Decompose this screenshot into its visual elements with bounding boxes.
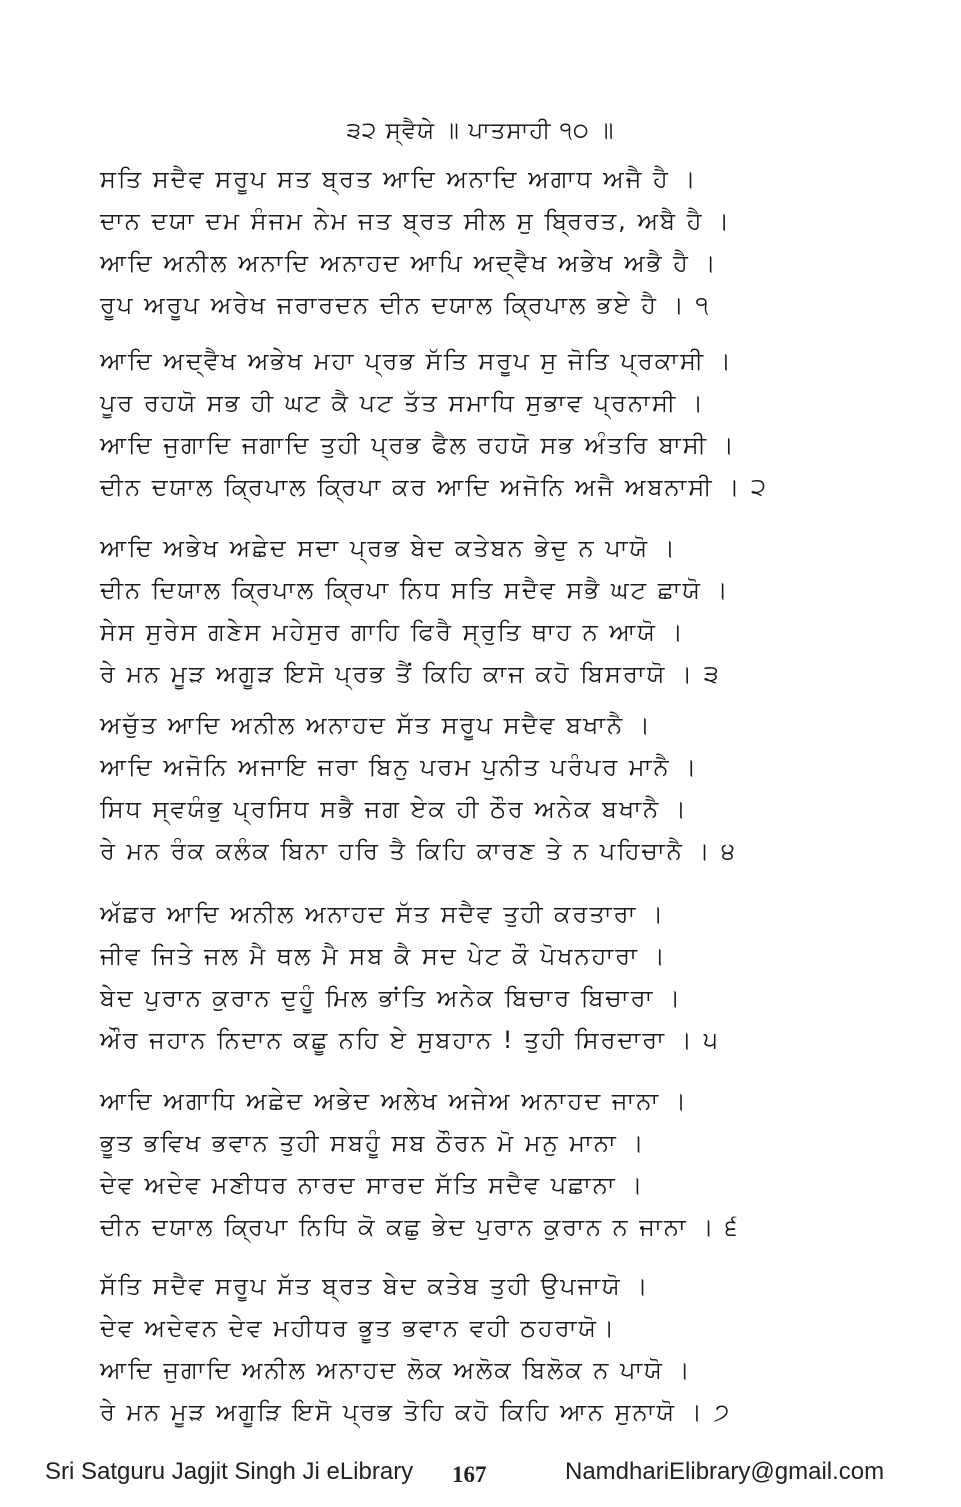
verse-line: ਦਾਨ ਦਯਾ ਦਮ ਸੰਜਮ ਨੇਮ ਜਤ ਬ੍ਰਤ ਸੀਲ ਸੁ ਬ੍ਰਿਰਤ, ਅਬੈ ਹੈ । <box>100 207 732 235</box>
verse-line: ਰੂਪ ਅਰੂਪ ਅਰੇਖ ਜਰਾਰਦਨ ਦੀਨ ਦਯਾਲ ਕ੍ਰਿਪਾਲ ਭਏ ਹੈ । ੧ <box>100 291 711 319</box>
verse-line: ਆਦਿ ਅਨੀਲ ਅਨਾਦਿ ਅਨਾਹਦ ਆਪਿ ਅਦ੍ਵੈਖ ਅਭੇਖ ਅਭੈ ਹੈ । <box>100 249 718 277</box>
stanza-7 <box>100 1265 800 1433</box>
verse-line: ਸੱਤਿ ਸਦੈਵ ਸਰੂਪ ਸੱਤ ਬ੍ਰਤ ਬੇਦ ਕਤੇਬ ਤੁਹੀ ਉਪਜਾਯੋ । <box>100 1272 650 1300</box>
page-title: ੩੨ ਸ੍ਵੈਯੇ ॥ ਪਾਤਸਾਹੀ ੧੦ ॥ <box>346 118 615 144</box>
verse-line: ਸਿਧ ਸ੍ਵਯੰਭੁ ਪ੍ਰਸਿਧ ਸਭੈ ਜਗ ਏਕ ਹੀ ਠੌਰ ਅਨੇਕ ਬਖਾਨੈ । <box>100 795 688 823</box>
page-number: 167 <box>452 1462 487 1487</box>
stanza-4 <box>100 704 800 872</box>
verse-line: ਆਦਿ ਅਦ੍ਵੈਖ ਅਭੇਖ ਮਹਾ ਪ੍ਰਭ ਸੱਤਿ ਸਰੂਪ ਸੁ ਜੋਤਿ ਪ੍ਰਕਾਸੀ । <box>100 347 733 375</box>
verse-line: ਦੇਵ ਅਦੇਵ ਮਣੀਧਰ ਨਾਰਦ ਸਾਰਦ ਸੱਤਿ ਸਦੈਵ ਪਛਾਨਾ । <box>100 1171 645 1199</box>
verse-line: ਦੀਨ ਦਯਾਲ ਕ੍ਰਿਪਾ ਨਿਧਿ ਕੋ ਕਛੁ ਭੇਦ ਪੁਰਾਨ ਕੁਰਾਨ ਨ ਜਾਨਾ । ੬ <box>100 1213 740 1241</box>
stanza-3 <box>100 527 800 695</box>
stanza-5 <box>100 893 800 1061</box>
verse-line: ਸੇਸ ਸੁਰੇਸ ਗਣੇਸ ਮਹੇਸੁਰ ਗਾਹਿ ਫਿਰੈ ਸ੍ਰੁਤਿ ਥਾਹ ਨ ਆਯੋ । <box>100 618 685 646</box>
verse-line: ਪੂਰ ਰਹਯੋ ਸਭ ਹੀ ਘਟ ਕੈ ਪਟ ਤੱਤ ਸਮਾਧਿ ਸੁਭਾਵ ਪ੍ਰਨਾਸੀ । <box>100 389 706 417</box>
stanza-2 <box>100 340 800 508</box>
verse-line: ਰੇ ਮਨ ਰੰਕ ਕਲੰਕ ਬਿਨਾ ਹਰਿ ਤੈ ਕਿਹਿ ਕਾਰਣ ਤੇ ਨ ਪਹਿਚਾਨੈ । ੪ <box>100 837 737 865</box>
verse-line: ਔਰ ਜਹਾਨ ਨਿਦਾਨ ਕਛੂ ਨਹਿ ਏ ਸੁਬਹਾਨ ! ਤੁਹੀ ਸਿਰਦਾਰਾ । ੫ <box>100 1026 720 1054</box>
stanza-6 <box>100 1080 800 1248</box>
verse-line: ਭੂਤ ਭਵਿਖ ਭਵਾਨ ਤੁਹੀ ਸਬਹੂੰ ਸਬ ਠੌਰਨ ਮੋ ਮਨੁ ਮਾਨਾ । <box>100 1129 646 1157</box>
verse-line: ਸਤਿ ਸਦੈਵ ਸਰੂਪ ਸਤ ਬ੍ਰਤ ਆਦਿ ਅਨਾਦਿ ਅਗਾਧ ਅਜੈ ਹੈ । <box>100 165 698 193</box>
verse-line: ਆਦਿ ਜੁਗਾਦਿ ਜਗਾਦਿ ਤੁਹੀ ਪ੍ਰਭ ਫੈਲ ਰਹਯੋ ਸਭ ਅੰਤਰਿ ਬਾਸੀ । <box>100 431 736 459</box>
verse-line: ਆਦਿ ਅਭੇਖ ਅਛੇਦ ਸਦਾ ਪ੍ਰਭ ਬੇਦ ਕਤੇਬਨ ਭੇਦੁ ਨ ਪਾਯੋ । <box>100 534 677 562</box>
verse-line: ਬੇਦ ਪੁਰਾਨ ਕੁਰਾਨ ਦੁਹੂੰ ਮਿਲ ਭਾਂਤਿ ਅਨੇਕ ਬਿਚਾਰ ਬਿਚਾਰਾ । <box>100 984 683 1012</box>
verse-line: ਆਦਿ ਜੁਗਾਦਿ ਅਨੀਲ ਅਨਾਹਦ ਲੋਕ ਅਲੋਕ ਬਿਲੋਕ ਨ ਪਾਯੋ । <box>100 1356 692 1384</box>
footer-library-name: Sri Satguru Jagjit Singh Ji eLibrary <box>45 1458 414 1485</box>
verse-line: ਅਚੁੱਤ ਆਦਿ ਅਨੀਲ ਅਨਾਹਦ ਸੱਤ ਸਰੂਪ ਸਦੈਵ ਬਖਾਨੈ । <box>100 711 652 739</box>
verse-line: ਆਦਿ ਅਜੋਨਿ ਅਜਾਇ ਜਰਾ ਬਿਨੁ ਪਰਮ ਪੁਨੀਤ ਪਰੰਪਰ ਮਾਨੈ । <box>100 753 699 781</box>
verse-line: ਰੇ ਮਨ ਮੂੜ ਅਗੂੜਿ ਇਸੋ ਪ੍ਰਭ ਤੋਹਿ ਕਹੋ ਕਿਹਿ ਆਨ ਸੁਨਾਯੋ । ੭ <box>100 1398 732 1426</box>
verse-line: ਰੇ ਮਨ ਮੂੜ ਅਗੂੜ ਇਸੋ ਪ੍ਰਭ ਤੈਂ ਕਿਹਿ ਕਾਜ ਕਹੋ ਬਿਸਰਾਯੋ । ੩ <box>100 660 721 688</box>
verse-line: ਆਦਿ ਅਗਾਧਿ ਅਛੇਦ ਅਭੇਦ ਅਲੇਖ ਅਜੇਅ ਅਨਾਹਦ ਜਾਨਾ । <box>100 1087 689 1115</box>
verse-line: ਦੀਨ ਦਯਾਲ ਕ੍ਰਿਪਾਲ ਕ੍ਰਿਪਾ ਕਰ ਆਦਿ ਅਜੋਨਿ ਅਜੈ ਅਬਨਾਸੀ । ੨ <box>100 473 768 501</box>
verse-line: ਦੀਨ ਦਿਯਾਲ ਕ੍ਰਿਪਾਲ ਕ੍ਰਿਪਾ ਨਿਧ ਸਤਿ ਸਦੈਵ ਸਭੈ ਘਟ ਛਾਯੋ । <box>100 576 730 604</box>
footer-email: NamdhariElibrary@gmail.com <box>565 1458 885 1485</box>
verse-line: ਦੇਵ ਅਦੇਵਨ ਦੇਵ ਮਹੀਧਰ ਭੂਤ ਭਵਾਨ ਵਹੀ ਠਹਰਾਯੋ। <box>100 1314 617 1342</box>
verse-line: ਅੱਛਰ ਆਦਿ ਅਨੀਲ ਅਨਾਹਦ ਸੱਤ ਸਦੈਵ ਤੁਹੀ ਕਰਤਾਰਾ । <box>100 900 666 928</box>
stanza-1 <box>100 158 800 326</box>
verse-line: ਜੀਵ ਜਿਤੇ ਜਲ ਮੈ ਥਲ ਮੈ ਸਬ ਕੈ ਸਦ ਪੇਟ ਕੌ ਪੋਖਨਹਾਰਾ । <box>100 942 667 970</box>
